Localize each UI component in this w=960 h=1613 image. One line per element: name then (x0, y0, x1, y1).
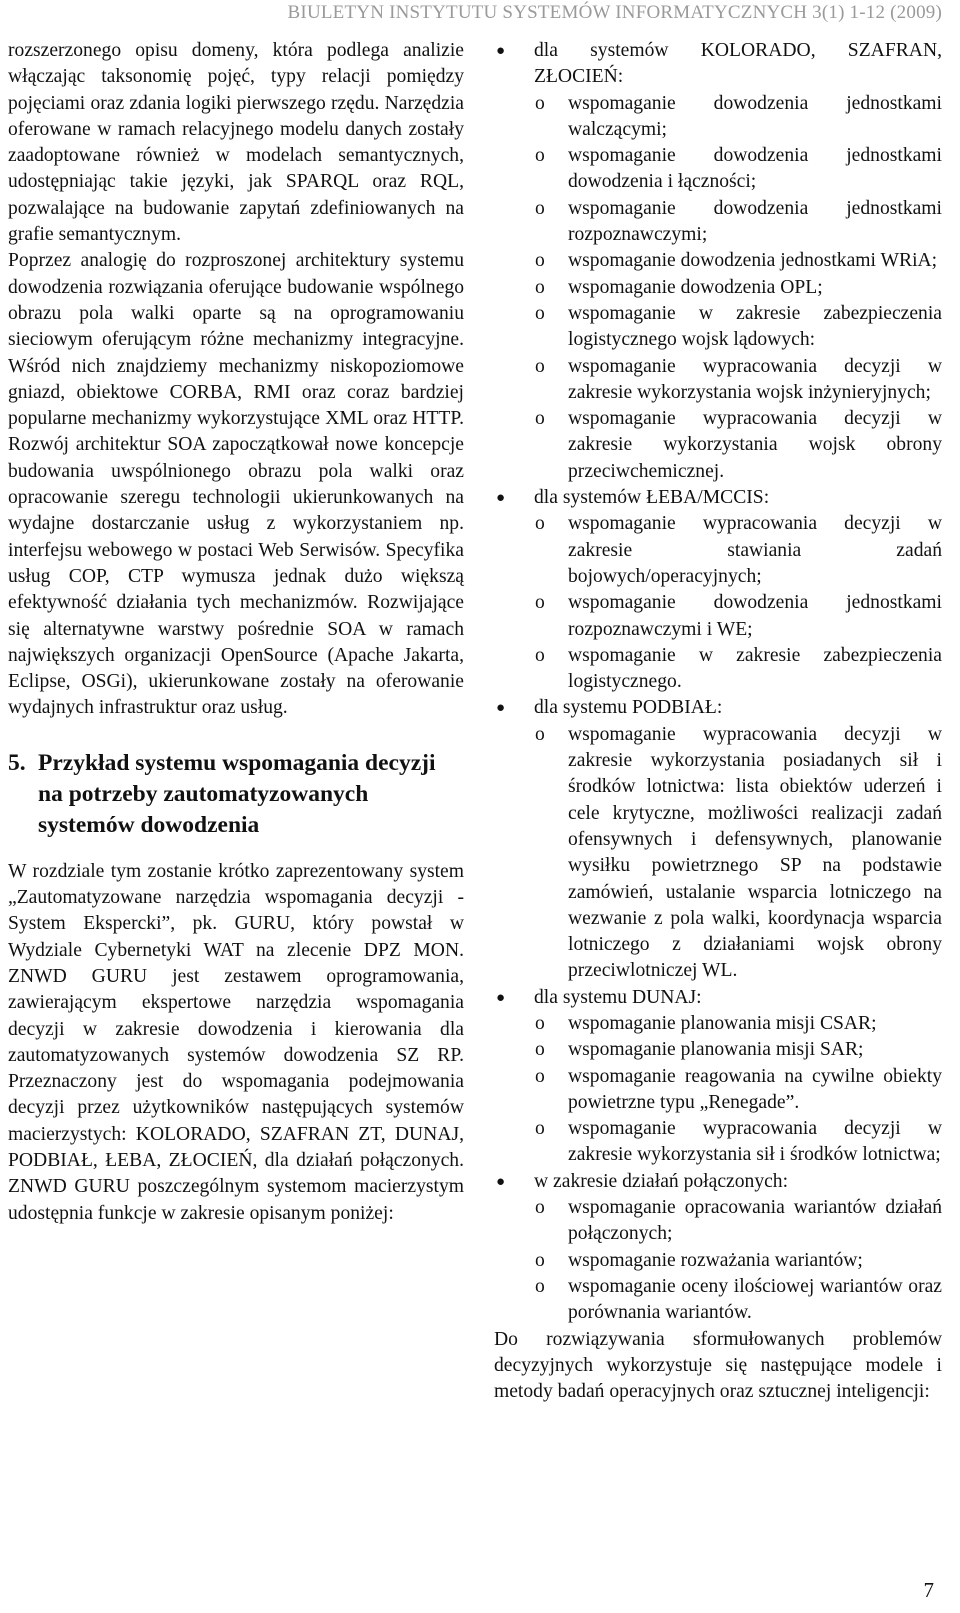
circle-bullet-icon: o (535, 1249, 545, 1271)
paragraph: W rozdziale tym zostanie krótko zaprezentowany system „Zautomatyzowane narzędzia wspomagania decyzji - System Ekspercki”, pk. GURU, który powstał w Wydziale Cybernetyki WAT na zlecenie DPZ MON. ZNWD GURU jest zestawem oprogramowania, zawierającym ekspertowe narzędzia wspomagania decyzji w zakresie dowodzenia i kierowania dla zautomatyzowanych systemów dowodzenia SZ RP. Przeznaczony jest do wspomagania podejmowania decyzji przez użytkowników następujących systemów macierzystych: KOLORADO, SZAFRAN ZT, DUNAJ, PODBIAŁ, ŁEBA, ZŁOCIEŃ, dla działań połączonych. ZNWD GURU poszczególnym systemom macierzystym udostępnia funkcje w zakresie opisanym poniżej: (8, 860, 464, 1224)
system-list-item (494, 695, 942, 984)
bullet-icon: ● (496, 989, 506, 1006)
function-text: wspomaganie dowodzenia jednostkami rozpoznawczymi i WE; (568, 592, 942, 640)
function-item (534, 248, 942, 274)
paragraph: Poprzez analogię do rozproszonej architektury systemu dowodzenia rozwiązania oferujące budowanie wspólnego obrazu pola walki oparte są na oprogramowaniu sieciowym oferującym różne mechanizmy integracyjne. Wśród nich znajdziemy mechanizmy niskopoziomowe gniazd, obiektowe CORBA, RMI oraz coraz bardziej popularne mechanizmy wykorzystujące XML oraz HTTP. Rozwój architektur SOA zapoczątkował nowe koncepcje budowania uwspólnionego obrazu pola walki oraz opracowanie szeregu technologii ukierunkowanych na wydajne dostarczanie usług z wykorzystaniem np. interfejsu webowego w postaci Web Serwisów. Specyfika usług COP, CTP wymusza jednak dużo większą efektywność działania tych mechanizmów. Rozwijające się alternatywne warstwy pośrednie SOA w ramach największych organizacji OpenSource (Apache Jakarta, Eclipse, OSGi), ukierunkowane zostały na oferowanie wydajnych infrastruktur oraz usług. (8, 250, 464, 719)
function-list (534, 91, 942, 485)
function-text: wspomaganie w zakresie zabezpieczenia logistycznego wojsk lądowych: (568, 302, 942, 351)
circle-bullet-icon: o (535, 513, 545, 535)
function-item (534, 1037, 942, 1063)
function-item (534, 143, 942, 196)
function-list (534, 1011, 942, 1169)
circle-bullet-icon: o (535, 1275, 545, 1297)
circle-bullet-icon: o (535, 1012, 545, 1034)
function-item (534, 1248, 942, 1274)
system-label: dla systemów KOLORADO, SZAFRAN, ZŁOCIEŃ: (534, 40, 942, 88)
function-item (534, 1195, 942, 1248)
circle-bullet-icon: o (535, 592, 545, 614)
circle-bullet-icon: o (535, 1039, 545, 1061)
circle-bullet-icon: o (535, 145, 545, 167)
function-text: wspomaganie dowodzenia jednostkami walczącymi; (568, 92, 942, 140)
system-list (494, 38, 942, 1327)
function-text: wspomaganie wypracowania decyzji w zakresie stawiania zadań bojowych/operacyjnych; (568, 513, 942, 587)
function-text: wspomaganie wypracowania decyzji w zakresie wykorzystania posiadanych sił i środków lotnictwa: lista obiektów uderzeń i cele krytyczne, możliwości realizacji zadań ofensywnych i defensywnych, planowanie wysiłku powietrznego SP na podstawie zamówień, ustalanie wsparcia lotniczego na wezwanie z pola walki, koordynacja wsparcia lotniczego z działaniami wojsk obrony przeciwlotniczej WL. (568, 723, 942, 982)
function-item (534, 354, 942, 407)
function-text: wspomaganie planowania misji CSAR; (568, 1012, 877, 1034)
circle-bullet-icon: o (535, 92, 545, 114)
system-label: w zakresie działań połączonych: (534, 1170, 789, 1192)
page-number: 7 (923, 1578, 934, 1602)
circle-bullet-icon: o (535, 1065, 545, 1087)
function-item (534, 722, 942, 985)
function-text: wspomaganie dowodzenia jednostkami WRiA; (568, 250, 938, 272)
function-item (534, 91, 942, 144)
function-text: wspomaganie dowodzenia OPL; (568, 276, 823, 298)
function-list (534, 1195, 942, 1326)
function-item (534, 301, 942, 354)
system-label: dla systemu PODBIAŁ: (534, 697, 723, 719)
system-list-item (494, 985, 942, 1169)
function-item (534, 406, 942, 485)
paragraph: rozszerzonego opisu domeny, która podlega analizie włączając taksonomię pojęć, typy relacji pomiędzy pojęciami oraz zdania logiki pierwszego rzędu. Narzędzia oferowane w ramach relacyjnego modelu danych zostały zaadoptowane również w modelach semantycznych, udostępniając takie języki, jak SPARQL oraz RQL, pozwalające na budowanie zapytań zdefiniowanych na grafie semantycznym. (8, 40, 464, 246)
bullet-icon: ● (496, 700, 506, 717)
circle-bullet-icon: o (535, 723, 545, 745)
section-number: 5. (8, 749, 26, 776)
function-item (534, 1064, 942, 1117)
function-item (534, 590, 942, 643)
function-list (534, 722, 942, 985)
function-item (534, 511, 942, 590)
section-heading (8, 748, 464, 841)
function-item (534, 1011, 942, 1037)
function-text: wspomaganie dowodzenia jednostkami dowodzenia i łączności; (568, 145, 942, 193)
right-column (494, 38, 942, 1405)
bullet-icon: ● (496, 490, 506, 507)
function-text: wspomaganie wypracowania decyzji w zakresie wykorzystania sił i środków lotnictwa; (568, 1118, 942, 1166)
left-column (8, 38, 464, 1227)
bullet-icon: ● (496, 43, 506, 59)
system-label: dla systemu DUNAJ: (534, 986, 702, 1008)
function-text: wspomaganie oceny ilościowej wariantów oraz porównania wariantów. (568, 1275, 942, 1324)
function-text: wspomaganie rozważania wariantów; (568, 1249, 863, 1271)
function-text: wspomaganie dowodzenia jednostkami rozpoznawczymi; (568, 197, 942, 246)
function-item (534, 196, 942, 249)
function-item (534, 275, 942, 301)
journal-header: BIULETYN INSTYTUTU SYSTEMÓW INFORMATYCZNYCH 3(1) 1-12 (2009) (287, 2, 942, 23)
circle-bullet-icon: o (535, 1197, 545, 1219)
function-item (534, 1274, 942, 1327)
system-list-item (494, 1169, 942, 1327)
circle-bullet-icon: o (535, 644, 545, 666)
circle-bullet-icon: o (535, 355, 545, 377)
function-text: wspomaganie reagowania na cywilne obiekty powietrzne typu „Renegade”. (568, 1065, 942, 1113)
function-text: wspomaganie wypracowania decyzji w zakresie wykorzystania wojsk obrony przeciwchemicznej. (568, 408, 942, 482)
closing-paragraph: Do rozwiązywania sformułowanych problemów decyzyjnych wykorzystuje się następujące modele i metody badań operacyjnych oraz sztucznej inteligencji: (494, 1328, 942, 1403)
function-item (534, 643, 942, 696)
function-text: wspomaganie planowania misji SAR; (568, 1039, 864, 1061)
function-text: wspomaganie wypracowania decyzji w zakresie wykorzystania wojsk inżynieryjnych; (568, 355, 942, 403)
function-list (534, 511, 942, 695)
section-title: Przykład systemu wspomagania decyzji na potrzeby zautomatyzowanych systemów dowodzenia (38, 749, 436, 838)
circle-bullet-icon: o (535, 1118, 545, 1140)
circle-bullet-icon: o (535, 408, 545, 430)
circle-bullet-icon: o (535, 197, 545, 219)
system-label: dla systemów ŁEBA/MCCIS: (534, 487, 770, 509)
bullet-icon: ● (496, 1173, 506, 1190)
function-text: wspomaganie opracowania wariantów działań połączonych; (568, 1197, 942, 1245)
system-list-item (494, 485, 942, 695)
circle-bullet-icon: o (535, 250, 545, 272)
circle-bullet-icon: o (535, 302, 545, 324)
function-text: wspomaganie w zakresie zabezpieczenia logistycznego. (568, 644, 942, 693)
system-list-item (494, 38, 942, 485)
function-item (534, 1116, 942, 1169)
circle-bullet-icon: o (535, 276, 545, 298)
